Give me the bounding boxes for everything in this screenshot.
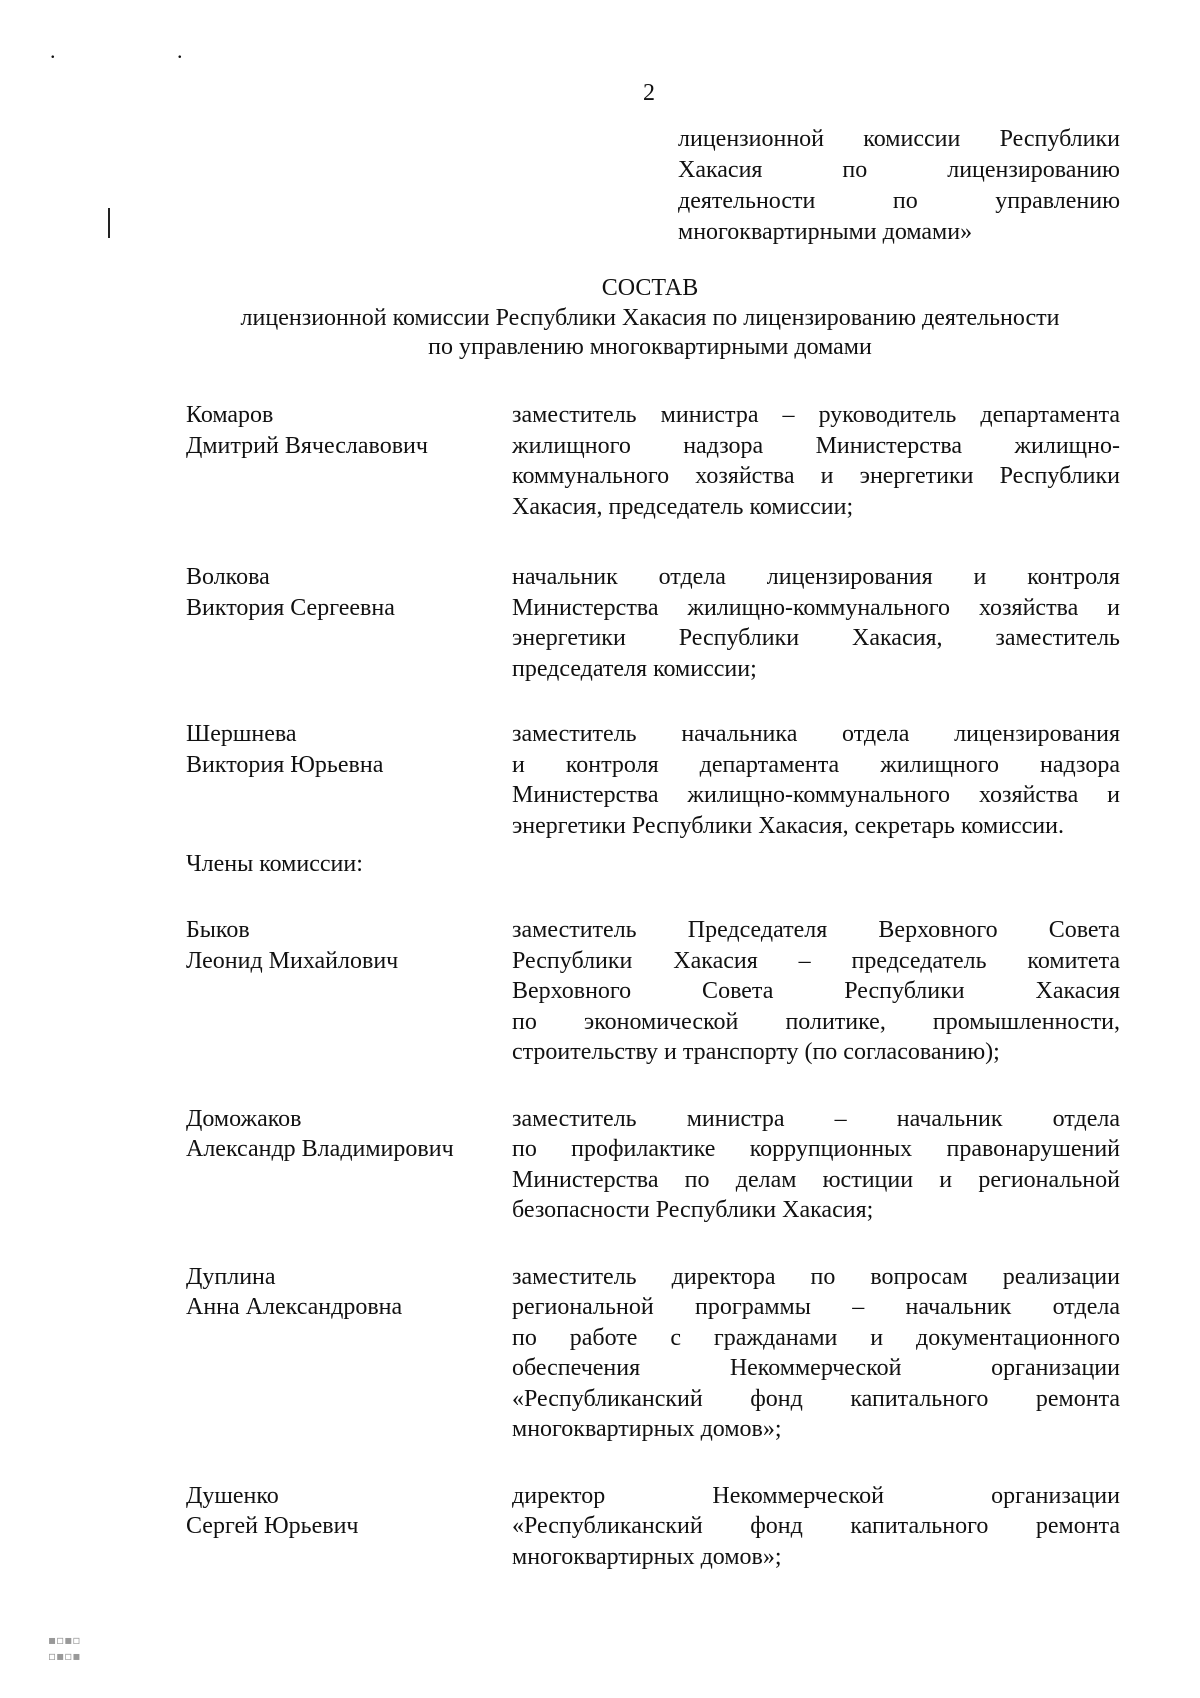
member-position: директор Некоммерческой организации «Республиканский фонд капитального ремонта многоквартирных домов»; bbox=[512, 1482, 1120, 1570]
member-position: заместитель министра – руководитель департамента жилищного надзора Министерства жилищно- коммунального хозяйства и энергетики Республики Хакасия, председатель комиссии; bbox=[512, 402, 1120, 520]
appendix-line: многоквартирными домами» bbox=[678, 219, 973, 245]
member-entry bbox=[186, 915, 1120, 1068]
member-name: Комаров Дмитрий Вячеславович bbox=[186, 402, 428, 459]
member-name: Шершнева Виктория Юрьевна bbox=[186, 721, 384, 778]
member-position: заместитель директора по вопросам реализации региональной программы – начальник отдела по работе с гражданами и документационного обеспечения Некоммерческой организации «Республиканский фонд капитального ремонта многоквартирных домов»; bbox=[512, 1263, 1120, 1442]
member-entry bbox=[186, 719, 1120, 841]
scan-margin-mark bbox=[108, 208, 110, 238]
faint-stamp-mark: ▪▫▪▫ ▫▪▫▪ bbox=[48, 1633, 81, 1663]
member-entry bbox=[186, 1262, 1120, 1445]
title-subtitle-line: лицензионной комиссии Республики Хакасия по лицензированию деятельности bbox=[240, 305, 1060, 331]
member-entry bbox=[186, 400, 1120, 522]
member-entry bbox=[186, 562, 1120, 684]
members-label: Члены комиссии: bbox=[186, 851, 363, 877]
member-name: Доможаков Александр Владимирович bbox=[186, 1105, 454, 1162]
page-number: 2 bbox=[643, 80, 655, 106]
title-subtitle-line: по управлению многоквартирными домами bbox=[428, 334, 872, 360]
member-entry bbox=[186, 1481, 1120, 1573]
member-position: заместитель министра – начальник отдела по профилактике коррупционных правонарушений Министерства по делам юстиции и региональной безопасности Республики Хакасия; bbox=[512, 1105, 1120, 1223]
scan-dots: . . bbox=[50, 38, 241, 63]
member-position: заместитель начальника отдела лицензирования и контроля департамента жилищного надзора Министерства жилищно-коммунального хозяйства и энергетики Республики Хакасия, секретарь комиссии. bbox=[512, 721, 1120, 839]
title-heading: СОСТАВ bbox=[601, 275, 699, 301]
appendix-line: Хакасия по лицензированию bbox=[678, 157, 1120, 183]
member-entry bbox=[186, 1104, 1120, 1226]
member-name: Волкова Виктория Сергеевна bbox=[186, 564, 395, 621]
appendix-reference bbox=[678, 124, 1120, 248]
member-name: Душенко Сергей Юрьевич bbox=[186, 1482, 359, 1539]
document-title bbox=[150, 274, 1150, 362]
member-name: Быков Леонид Михайлович bbox=[186, 917, 399, 974]
appendix-line: лицензионной комиссии Республики bbox=[678, 126, 1120, 152]
member-position: заместитель Председателя Верховного Совета Республики Хакасия – председатель комитета Верховного Совета Республики Хакасия по экономической политике, промышленности, строительству и транспорту (по согласованию); bbox=[512, 917, 1120, 1065]
appendix-line: деятельности по управлению bbox=[678, 188, 1120, 214]
member-position: начальник отдела лицензирования и контроля Министерства жилищно-коммунального хозяйства и энергетики Республики Хакасия, заместитель председателя комиссии; bbox=[512, 564, 1120, 682]
commission-list bbox=[186, 400, 1120, 1572]
member-name: Дуплина Анна Александровна bbox=[186, 1263, 403, 1320]
